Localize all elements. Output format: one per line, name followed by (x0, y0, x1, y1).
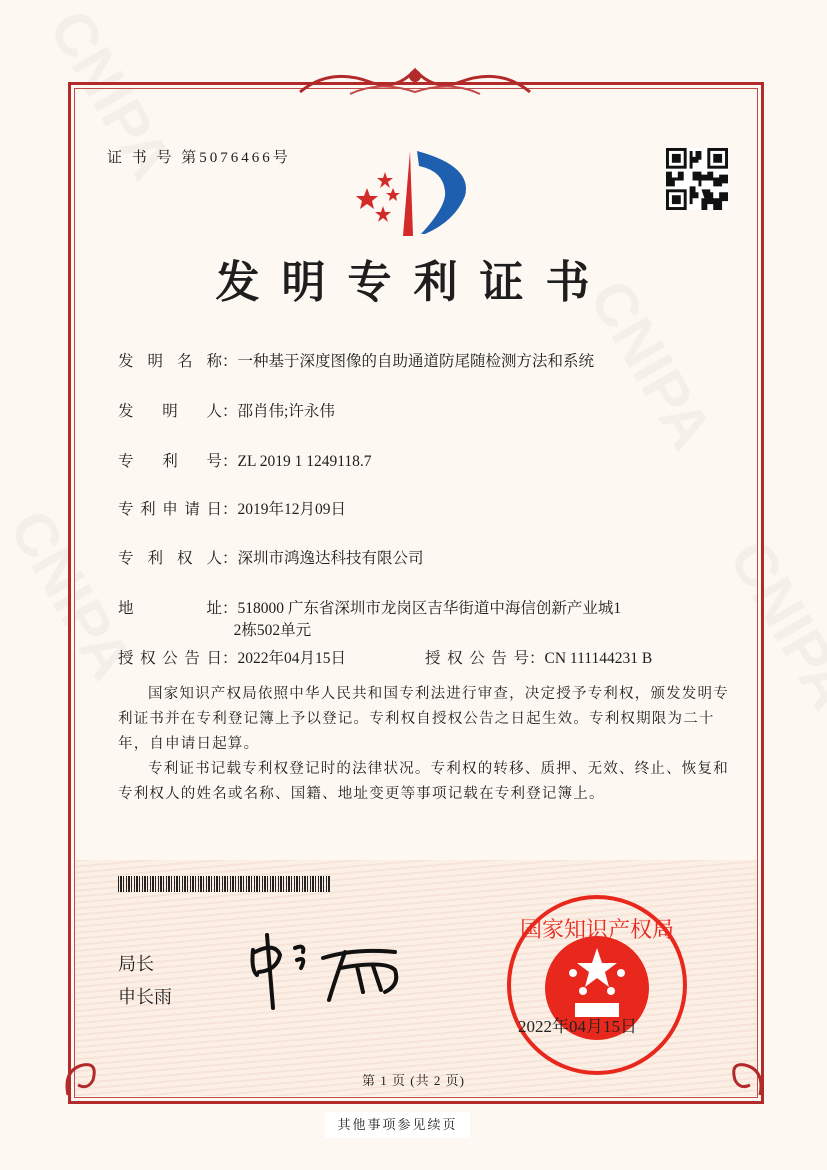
barcode (118, 876, 330, 892)
seal-date: 2022年04月15日 (518, 1017, 637, 1036)
paragraph-grant-statement: 国家知识产权局依照中华人民共和国专利法进行审查，决定授予专利权，颁发发明专利证书并在专利登记簿上予以登记。专利权自授权公告之日起生效。专利权期限为二十年，自申请日起算。 (118, 686, 729, 752)
field-label: 授权公告日 (118, 650, 222, 667)
field-value: 深圳市鸿逸达科技有限公司 (237, 550, 424, 567)
field-label: 发明名称 (118, 353, 222, 370)
field-grant-number: 授权公告号：CN 111144231 B (425, 646, 652, 668)
certificate-number: 证 书 号 第5076466号 (107, 150, 291, 166)
field-value: 邵肖伟;许永伟 (237, 403, 335, 420)
field-patentee: 专利权人：深圳市鸿逸达科技有限公司 (118, 546, 424, 568)
field-label: 授权公告号 (425, 650, 529, 667)
field-value-line2: 2栋502单元 (233, 622, 312, 639)
cnipa-logo-icon (355, 146, 475, 238)
signature (245, 930, 425, 1010)
field-value: 2022年04月15日 (237, 650, 347, 667)
field-label: 专利权人 (118, 550, 222, 567)
director-title: 局长 (118, 954, 154, 974)
official-seal (505, 893, 689, 1077)
field-grant-date: 授权公告日：2022年04月15日 (118, 646, 346, 668)
field-invention-name: 发明名称：一种基于深度图像的自助通道防尾随检测方法和系统 (118, 349, 594, 371)
field-address: 地址：518000 广东省深圳市龙岗区吉华街道中海信创新产业城1 2栋502单元 (118, 596, 621, 640)
field-application-date: 专利申请日：2019年12月09日 (118, 497, 346, 519)
paragraph-legal-status: 专利证书记载专利权登记时的法律状况。专利权的转移、质押、无效、终止、恢复和专利权人的姓名或名称、国籍、地址变更等事项记载在专利登记簿上。 (118, 761, 729, 802)
top-ornament-icon (290, 62, 540, 102)
field-inventors: 发明人：邵肖伟;许永伟 (118, 399, 335, 421)
field-value: 一种基于深度图像的自助通道防尾随检测方法和系统 (237, 353, 595, 370)
page-number: 第 1 页 (共 2 页) (362, 1073, 465, 1088)
field-value: ZL 2019 1 1249118.7 (237, 453, 372, 470)
field-value: 518000 广东省深圳市龙岗区吉华街道中海信创新产业城1 (237, 600, 622, 617)
field-label: 地址 (118, 600, 222, 617)
qr-code (666, 148, 728, 210)
field-value: 2019年12月09日 (237, 501, 347, 518)
director-name: 申长雨 (118, 987, 172, 1007)
seal-text: 国家知识产权局 (519, 918, 675, 943)
field-label: 专利号 (118, 453, 222, 470)
field-label: 专利申请日 (118, 501, 222, 518)
field-label: 发明人 (118, 403, 222, 420)
continued-note: 其他事项参见续页 (325, 1112, 470, 1138)
field-value: CN 111144231 B (544, 650, 653, 667)
field-patent-number: 专利号：ZL 2019 1 1249118.7 (118, 449, 372, 471)
certificate-title: 发明专利证书 (215, 258, 612, 307)
